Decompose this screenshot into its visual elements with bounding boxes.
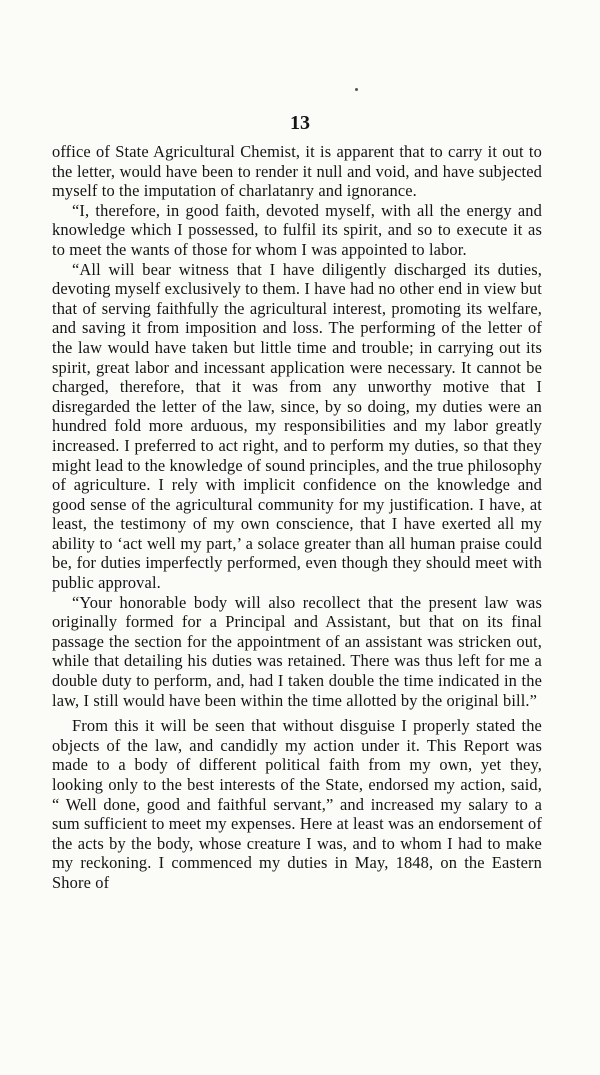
paragraph-2: “I, therefore, in good faith, devoted myself, with all the energy and knowledge which I possessed, to fulfil its spirit, and so to execute it as to meet the wants of those for whom I was appointed to labor. [52, 200, 542, 259]
page-number: 13 [290, 112, 310, 134]
speck [355, 88, 358, 91]
paragraph-4: “Your honorable body will also recollect that the present law was originally formed for a Principal and Assistant, but that on its final passage the section for the appointment of an assistant was stricken out, while that detailing his duties was retained. There was thus left for me a double duty to perform, and, had I taken double the time indicated in the law, I still would have been within the time allotted by the original bill.” [52, 592, 542, 710]
paragraph-1: office of State Agricultural Chemist, it is apparent that to carry it out to the letter, would have been to render it null and void, and have subjected myself to the imputation of charlatanry and ignorance. [52, 142, 542, 201]
paragraph-3: “All will bear witness that I have diligently discharged its duties, devoting myself exclusively to them. I have had no other end in view but that of serving faithfully the agricultural interest, promoting its welfare, and saving it from imposition and loss. The performing of the letter of the law would have taken but little time and trouble; in carrying out its spirit, great labor and incessant application were necessary. It cannot be charged, therefore, that it was from any unworthy motive that I disregarded the letter of the law, since, by so doing, my duties were an hundred fold more arduous, my responsibilities and my labor greatly increased. I preferred to act right, and to perform my duties, so that they might lead to the knowledge of sound principles, and the true philosophy of agriculture. I rely with implicit confidence on the knowledge and good sense of the agricultural community for my justification. I have, at least, the testimony of my own conscience, that I have exerted all my ability to ‘act well my part,’ a solace greater than all human praise could be, for duties imperfectly performed, even though they should meet with public approval. [52, 259, 542, 593]
paragraph-5: From this it will be seen that without disguise I properly stated the objects of the law, and candidly my action under it. This Report was made to a body of different political faith from my own, yet they, looking only to the best interests of the State, endorsed my action, said, “ Well done, good and faithful servant,” and increased my salary to a sum sufficient to meet my expenses. Here at least was an endorsement of the acts by the body, whose creature I was, and to whom I had to make my reckoning. I commenced my duties in May, 1848, on the Eastern Shore of [52, 716, 542, 892]
body-text [52, 142, 542, 893]
